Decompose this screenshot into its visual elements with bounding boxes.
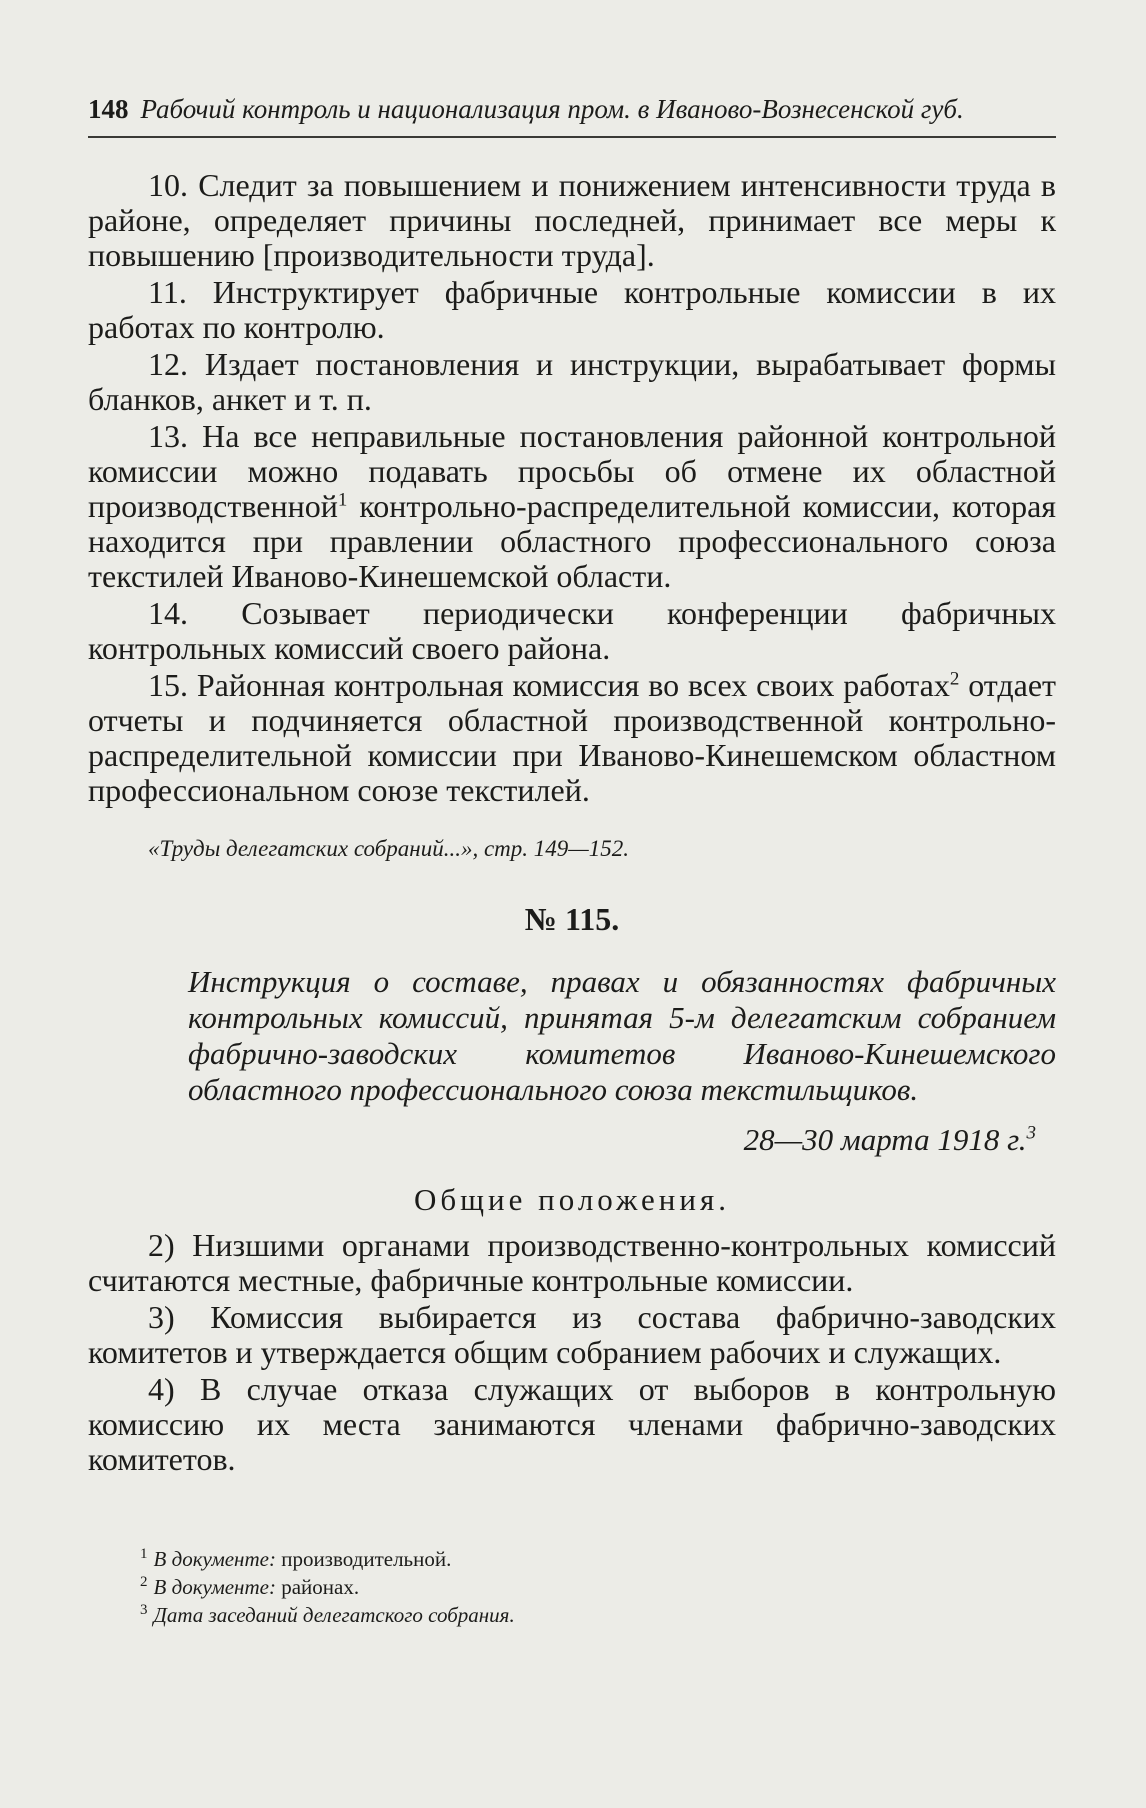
paragraph-11: 11. Инструктирует фабричные контрольные комиссии в их работах по контролю. xyxy=(88,274,1056,345)
section-heading: Общие положения. xyxy=(414,1182,730,1217)
footnote-1: $^1$ В документе: производительной. xyxy=(140,1546,452,1571)
general-paragraph-3: 3) Комиссия выбирается из состава фабрично-заводских комитетов и утверждается общим собранием рабочих и служащих. xyxy=(88,1299,1056,1370)
paragraph-14: 14. Созывает периодически конференции фабричных контрольных комиссий своего района. xyxy=(88,595,1056,666)
footnotes xyxy=(140,1545,1040,1629)
footnote-3: $^3$ Дата заседаний делегатского собрания. xyxy=(140,1602,515,1627)
paragraph-12: 12. Издает постановления и инструкции, вырабатывает формы бланков, анкет и т. п. xyxy=(88,346,1056,417)
footnote-ref-2: 2 xyxy=(949,668,960,690)
paragraph-15: 15. Районная контрольная комиссия во всех своих работах$^2$ отдает отчеты и подчиняется областной производственной контрольно-распределительной комиссии при Иваново-Кинешемском областном профессиональном союзе текстилей. xyxy=(88,667,1057,808)
running-header xyxy=(88,92,1058,126)
footnote-ref-1: 1 xyxy=(337,489,348,511)
source-citation: «Труды делегатских собраний...», стр. 149—152. xyxy=(148,836,629,861)
footnote-2: $^2$ В документе: районах. xyxy=(140,1574,360,1599)
paragraph-13: 13. На все неправильные постановления районной контрольной комиссии можно подавать просьбы об отмене их областной производственной$^1$ контрольно-распределительной комиссии, которая находится при правлении областного профессионального союза текстилей Иваново-Кинешемской области. xyxy=(88,418,1056,594)
page-number: 148 xyxy=(88,94,129,124)
document-date: 28—30 марта 1918 г.$^3$ xyxy=(743,1122,1036,1157)
general-paragraph-4: 4) В случае отказа служащих от выборов в контрольную комиссию их места занимаются членами фабрично-заводских комитетов. xyxy=(88,1371,1056,1477)
footnote-ref-3: 3 xyxy=(1026,1122,1036,1144)
running-title: Рабочий контроль и национализация пром. в Иваново-Вознесенской губ. xyxy=(140,94,964,124)
header-rule xyxy=(88,136,1056,138)
page-body xyxy=(88,168,1056,1479)
document-title: Инструкция о составе, правах и обязанностях фабричных контрольных комиссий, принятая 5-м делегатским собранием фабрично-заводских комитетов Иваново-Кинешемского областного профессионального союза текстильщиков. xyxy=(188,964,1056,1107)
general-paragraph-2: 2) Низшими органами производственно-контрольных комиссий считаются местные, фабричные контрольные комиссии. xyxy=(88,1227,1056,1298)
document-number: № 115. xyxy=(524,901,620,937)
paragraph-10: 10. Следит за повышением и понижением интенсивности труда в районе, определяет причины последней, принимает все меры к повышению [производительности труда]. xyxy=(88,167,1056,273)
